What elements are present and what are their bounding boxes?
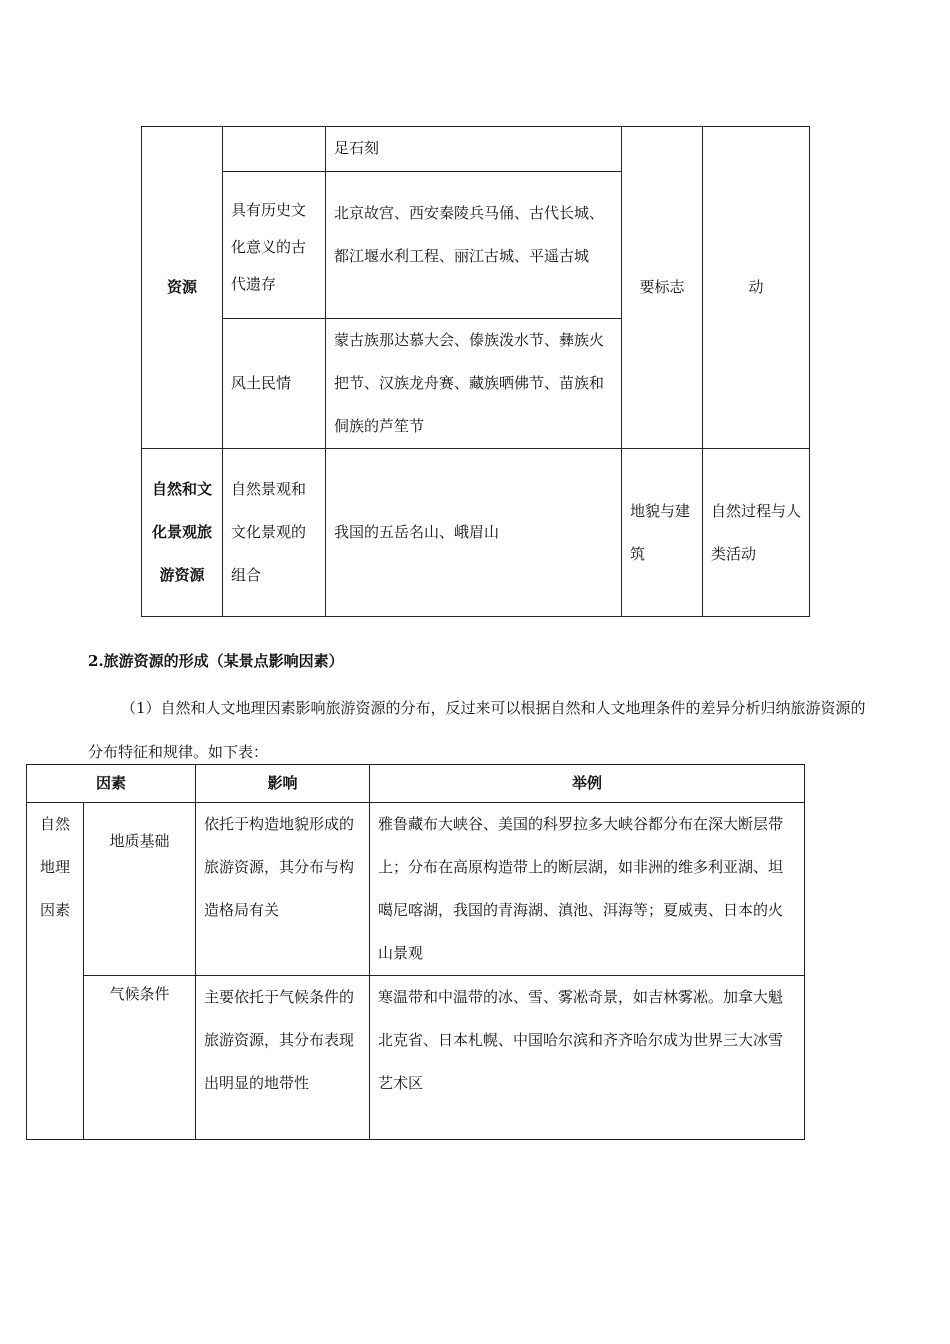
example-text: 北京故宫、西安秦陵兵马俑、古代长城、都江堰水利工程、丽江古城、平遥古城: [334, 204, 605, 265]
subcategory-cell: 风土民情: [223, 319, 326, 449]
subcategory-text: 具有历史文化意义的古代遗存: [231, 201, 307, 293]
effect-cell: 主要依托于气候条件的旅游资源，其分布表现出明显的地带性: [196, 976, 370, 1140]
section-heading: 2.旅游资源的形成（某景点影响因素）: [88, 652, 344, 670]
header-effect: 影响: [196, 765, 370, 803]
example-cell: 足石刻: [326, 127, 622, 172]
category-cell: 自然和文化景观旅游资源: [142, 449, 223, 617]
factor-cell: 气候条件: [84, 976, 196, 1140]
intro-paragraph: （1）自然和人文地理因素影响旅游资源的分布，反过来可以根据自然和人文地理条件的差异分析归纳旅游资源的分布特征和规律。如下表：: [88, 699, 866, 761]
factor-cell: 地质基础: [84, 803, 196, 976]
subcategory-cell: [223, 172, 326, 319]
feature-cell: 地貌与建筑: [622, 449, 703, 617]
factor-group-cell: [27, 803, 84, 1140]
example-cell: 蒙古族那达慕大会、傣族泼水节、彝族火把节、汉族龙舟赛、藏族晒佛节、苗族和侗族的芦笙节: [326, 319, 622, 449]
header-factor: 因素: [27, 765, 196, 803]
factor-group-text: 自然地理因素: [39, 815, 70, 919]
process-cell: 动: [703, 127, 810, 449]
process-cell: 自然过程与人类活动: [703, 449, 810, 617]
resource-table: [141, 126, 810, 617]
example-cell: 雅鲁藏布大峡谷、美国的科罗拉多大峡谷都分布在深大断层带上；分布在高原构造带上的断层湖，如非洲的维多利亚湖、坦噶尼喀湖，我国的青海湖、滇池、洱海等；夏威夷、日本的火山景观: [370, 803, 805, 976]
header-example: 举例: [370, 765, 805, 803]
factor-table: [26, 764, 805, 1140]
example-cell: [326, 172, 622, 319]
example-cell: 寒温带和中温带的冰、雪、雾凇奇景，如吉林雾凇。加拿大魁北克省、日本札幌、中国哈尔滨和齐齐哈尔成为世界三大冰雪艺术区: [370, 976, 805, 1140]
example-cell: 我国的五岳名山、峨眉山: [326, 449, 622, 617]
feature-cell: 要标志: [622, 127, 703, 449]
effect-cell: 依托于构造地貌形成的旅游资源，其分布与构造格局有关: [196, 803, 370, 976]
category-cell: 资源: [142, 127, 223, 449]
subcategory-cell: [223, 127, 326, 172]
subcategory-cell: 自然景观和文化景观的组合: [223, 449, 326, 617]
